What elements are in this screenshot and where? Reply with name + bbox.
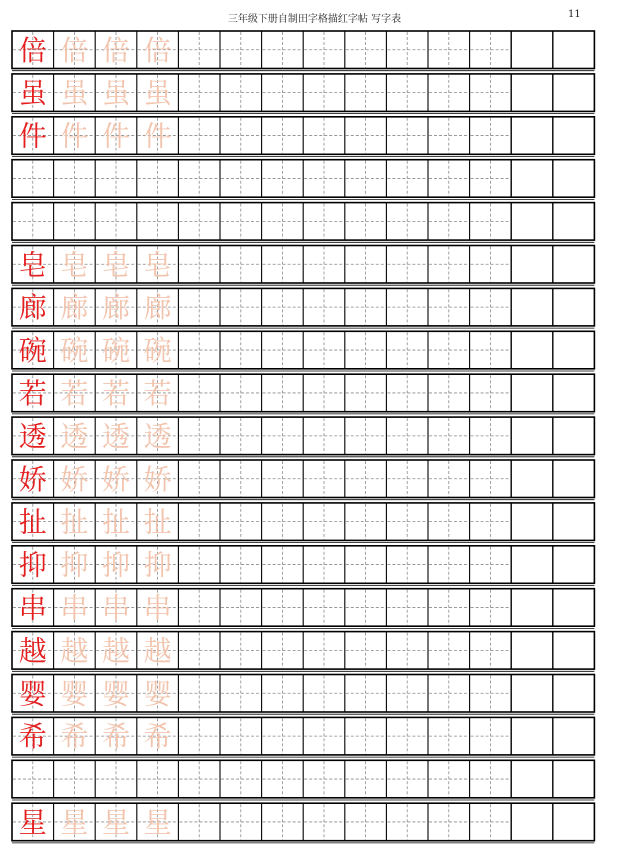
trace-character: 婴 bbox=[143, 677, 172, 711]
page-number: 11 bbox=[568, 9, 581, 20]
trace-character: 若 bbox=[143, 376, 172, 410]
model-character: 越 bbox=[18, 634, 47, 668]
model-character: 星 bbox=[18, 805, 47, 839]
model-character: 廊 bbox=[18, 291, 47, 325]
trace-character: 越 bbox=[143, 634, 172, 668]
model-character: 扯 bbox=[18, 505, 47, 539]
trace-character: 廊 bbox=[101, 291, 131, 325]
model-character: 串 bbox=[18, 591, 47, 625]
trace-character: 倍 bbox=[101, 33, 131, 67]
trace-character: 件 bbox=[60, 119, 89, 153]
model-character: 皂 bbox=[18, 248, 47, 282]
trace-character: 抑 bbox=[60, 548, 89, 582]
trace-character: 婴 bbox=[101, 677, 131, 711]
trace-character: 婴 bbox=[60, 677, 89, 711]
trace-character: 串 bbox=[143, 591, 172, 625]
trace-character: 扯 bbox=[101, 505, 131, 539]
trace-character: 皂 bbox=[60, 248, 89, 282]
trace-character: 扯 bbox=[60, 505, 89, 539]
page-title: 三年级下册自制田字格描红字帖 写字表 bbox=[227, 14, 402, 25]
trace-character: 碗 bbox=[60, 334, 89, 368]
trace-character: 皂 bbox=[143, 248, 172, 282]
trace-character: 件 bbox=[101, 119, 131, 153]
trace-character: 件 bbox=[143, 119, 172, 153]
model-character: 件 bbox=[18, 119, 47, 153]
trace-character: 希 bbox=[143, 720, 172, 754]
model-character: 倍 bbox=[18, 33, 47, 67]
trace-character: 希 bbox=[101, 720, 131, 754]
trace-character: 越 bbox=[60, 634, 89, 668]
trace-character: 串 bbox=[60, 591, 89, 625]
model-character: 娇 bbox=[18, 462, 47, 496]
trace-character: 廊 bbox=[143, 291, 172, 325]
trace-character: 抑 bbox=[143, 548, 172, 582]
trace-character: 星 bbox=[101, 805, 131, 839]
trace-character: 透 bbox=[101, 419, 131, 453]
model-character: 若 bbox=[18, 376, 47, 410]
model-character: 碗 bbox=[18, 334, 47, 368]
trace-character: 倍 bbox=[60, 33, 89, 67]
trace-character: 倍 bbox=[143, 33, 172, 67]
model-character: 虽 bbox=[18, 76, 47, 110]
trace-character: 抑 bbox=[101, 548, 131, 582]
trace-character: 透 bbox=[60, 419, 89, 453]
trace-character: 希 bbox=[60, 720, 89, 754]
trace-character: 廊 bbox=[60, 291, 89, 325]
model-character: 希 bbox=[18, 720, 47, 754]
trace-character: 皂 bbox=[101, 248, 131, 282]
trace-character: 娇 bbox=[60, 462, 89, 496]
model-character: 婴 bbox=[18, 677, 47, 711]
trace-character: 虽 bbox=[143, 76, 172, 110]
trace-character: 透 bbox=[143, 419, 172, 453]
trace-character: 串 bbox=[101, 591, 131, 625]
trace-character: 星 bbox=[143, 805, 172, 839]
model-character: 透 bbox=[18, 419, 47, 453]
trace-character: 若 bbox=[60, 376, 89, 410]
trace-character: 扯 bbox=[143, 505, 172, 539]
trace-character: 虽 bbox=[101, 76, 131, 110]
trace-character: 若 bbox=[101, 376, 131, 410]
trace-character: 碗 bbox=[143, 334, 172, 368]
model-character: 抑 bbox=[18, 548, 47, 582]
trace-character: 娇 bbox=[101, 462, 131, 496]
trace-character: 娇 bbox=[143, 462, 172, 496]
trace-character: 碗 bbox=[101, 334, 131, 368]
trace-character: 星 bbox=[60, 805, 89, 839]
trace-character: 虽 bbox=[60, 76, 89, 110]
trace-character: 越 bbox=[101, 634, 131, 668]
